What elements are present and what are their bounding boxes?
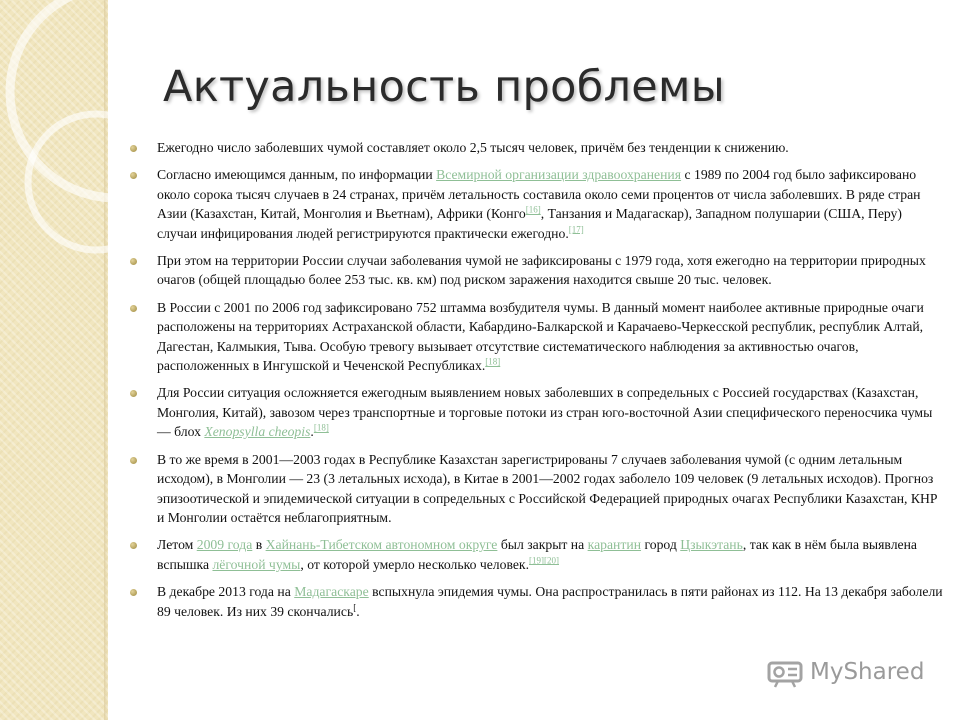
- inline-link[interactable]: лёгочной чумы: [212, 556, 301, 572]
- bullet-text: Для России ситуация осложняется ежегодным выявлением новых заболевших в сопредельных с Россией государствах (Казахстан, Монголия, Китай), завозом через транспортные и торговые потоки из стран юго-восточной Азии специфического переносчика чумы — блох: [157, 385, 933, 440]
- bullet-text: В декабре 2013 года на: [157, 584, 295, 600]
- bullet-text: Летом: [157, 537, 197, 553]
- bullet-text: , Танзания и Мадагаскар), Западном полушарии (США, Перу) случаи инфицирования людей регистрируются практически ежегодно.: [157, 206, 902, 241]
- citation-link[interactable]: [16]: [525, 204, 541, 215]
- bullet-text: был закрыт на: [497, 537, 588, 553]
- citation-link[interactable]: [17]: [568, 224, 584, 235]
- inline-link[interactable]: Всемирной организации здравоохранения: [436, 167, 682, 183]
- watermark: [766, 655, 924, 689]
- watermark-text: MyShared: [810, 659, 925, 685]
- citation-mark: [: [353, 601, 357, 612]
- bullet-text: Согласно имеющимся данным, по информации: [157, 167, 437, 183]
- bullet-item: [130, 535, 945, 574]
- bullet-text: вспыхнула эпидемия чумы. Она распространилась в пяти районах из 112. На 13 декабря заболели 89 человек. Из них 39 скончались: [157, 584, 943, 619]
- bullet-text: , так как в нём была выявлена вспышка: [157, 537, 918, 572]
- bullet-item: [130, 165, 945, 243]
- bullet-list: [130, 138, 945, 629]
- bullet-text: .: [356, 603, 360, 619]
- bullet-text: Ежегодно число заболевших чумой составляет около 2,5 тысяч человек, причём без тенденции к снижению.: [157, 140, 789, 155]
- bullet-text: При этом на территории России случаи заболевания чумой не зафиксированы с 1979 года, хотя ежегодно на территории природных очагов (общей площадью более 253 тыс. кв. км) под риском заражения находится свыше 20 тыс. человек.: [157, 253, 926, 288]
- inline-link[interactable]: Мадагаскаре: [294, 584, 369, 600]
- inline-link[interactable]: карантин: [587, 537, 642, 553]
- bullet-item: [130, 251, 945, 290]
- bullet-text: В то же время в 2001—2003 годах в Республике Казахстан зарегистрированы 7 случаев заболевания чумой (с одним летальным исходом), в Монголии — 23 (3 летальных исхода), в Китае в 2001—2002 годах заболело 109 человек (9 летальных исходов). Прогноз эпизоотической и эпидемической ситуации в сопредельных с Российской Федерацией природных очагах Республики Казахстан, КНР и Монголии остаётся неблагоприятным.: [157, 451, 938, 525]
- citation-link[interactable]: [18]: [313, 422, 329, 433]
- bullet-item: [130, 383, 945, 441]
- citation-link[interactable]: [18]: [485, 356, 501, 367]
- inline-link[interactable]: 2009 года: [196, 537, 253, 553]
- bullet-text: город: [641, 537, 681, 553]
- projector-icon: [766, 655, 804, 689]
- bullet-text: .: [310, 424, 314, 440]
- bullet-text: , от которой умерло несколько человек.: [300, 556, 529, 572]
- citation-link[interactable]: [19][20]: [529, 555, 559, 566]
- inline-link[interactable]: Xenopsylla cheopis: [204, 424, 311, 440]
- bullet-text: с 1989 по 2004 год было зафиксировано около сорока тысяч случаев в 24 странах, причём летальность составила около семи процентов от числа заболевших. В ряде стран Азии (Казахстан, Китай, Монголия и Вьетнам), Африки (Конго: [157, 167, 921, 222]
- bullet-item: [130, 582, 945, 621]
- bullet-item: [130, 450, 945, 528]
- inline-link[interactable]: Цзыкэтань: [680, 537, 743, 553]
- bullet-text: В России с 2001 по 2006 год зафиксировано 752 штамма возбудителя чумы. В данный момент наиболее активные природные очаги расположены на территориях Астраханской области, Кабардино-Балкарской и Карачаево-Черкесской республик, республик Алтай, Дагестан, Калмыкия, Тыва. Особую тревогу вызывает отсутствие систематического наблюдения за активностью очагов, расположенных в Ингушской и Чеченской Республиках.: [157, 299, 924, 374]
- bullet-item: [130, 138, 945, 157]
- bullet-item: [130, 298, 945, 376]
- slide-title: Актуальность проблемы: [163, 62, 726, 112]
- inline-link[interactable]: Хайнань-Тибетском автономном округе: [265, 537, 498, 553]
- bullet-text: в: [252, 537, 266, 553]
